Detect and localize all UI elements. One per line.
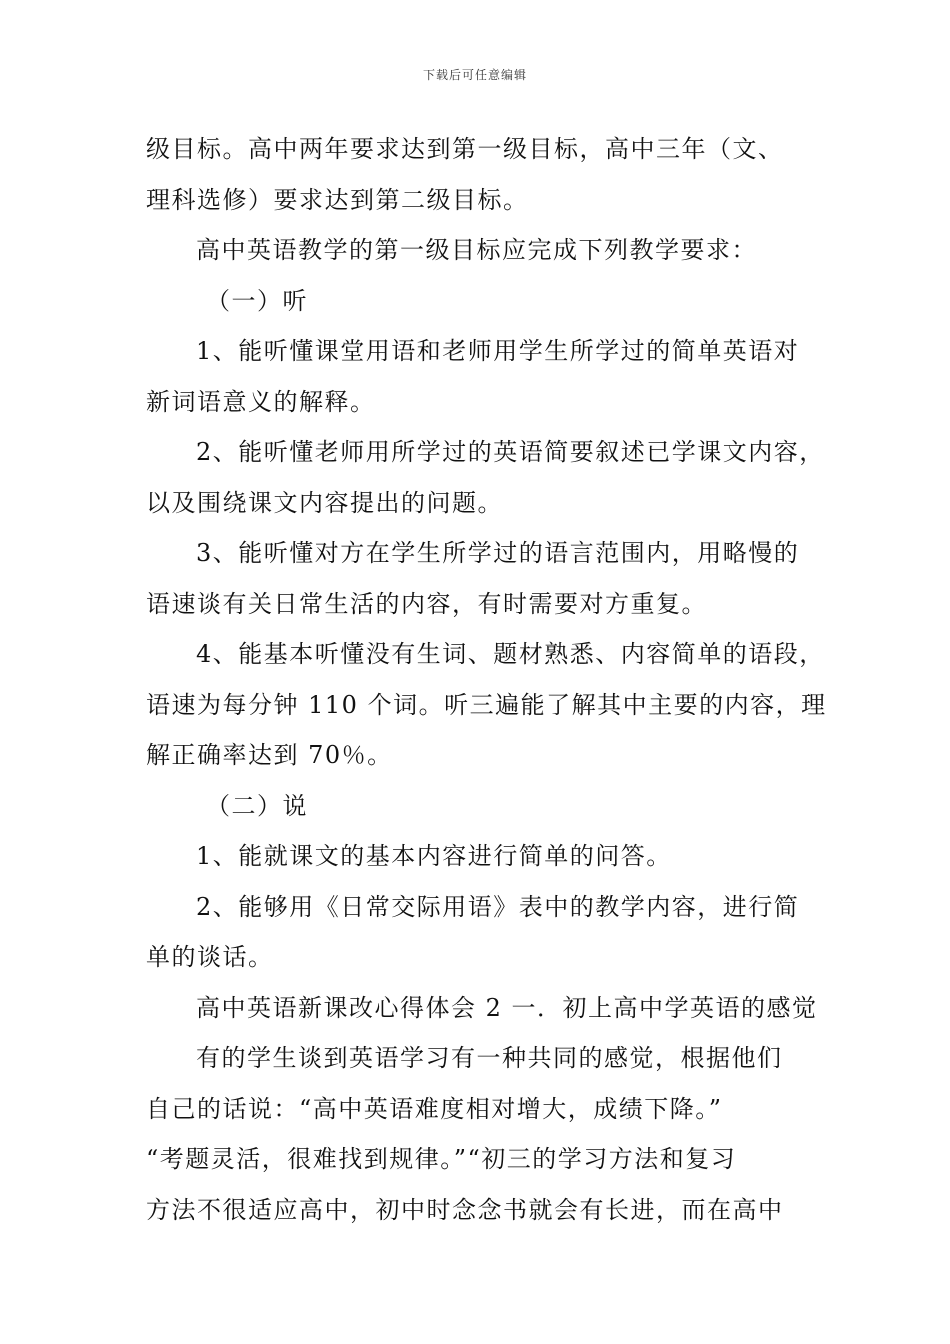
text-line: 1、能听懂课堂用语和老师用学生所学过的简单英语对 (196, 337, 800, 365)
text-line: 2、能够用《日常交际用语》表中的教学内容，进行简 (196, 892, 800, 921)
text-line: 语速为每分钟 110 个词。听三遍能了解其中主要的内容，理 (146, 690, 827, 719)
body-text (146, 124, 827, 1235)
text-line: 2、能听懂老师用所学过的英语简要叙述已学课文内容， (196, 438, 825, 466)
text-line: （一）听 (206, 286, 308, 315)
text-line: 自己的话说：“高中英语难度相对增大，成绩下降。” (146, 1094, 723, 1123)
text-line: 级目标。高中两年要求达到第一级目标，高中三年（文、 (146, 135, 784, 163)
text-line: （二）说 (206, 791, 308, 820)
text-line: 以及围绕课文内容提出的问题。 (146, 488, 503, 517)
header-note: 下载后可任意编辑 (422, 68, 527, 82)
text-line: 3、能听懂对方在学生所学过的语言范围内，用略慢的 (196, 539, 800, 567)
text-line: 单的谈话。 (146, 943, 274, 971)
text-line: 方法不很适应高中，初中时念念书就会有长进，而在高中 (146, 1195, 784, 1224)
text-line: 有的学生谈到英语学习有一种共同的感觉，根据他们 (196, 1044, 783, 1072)
text-line: 1、能就课文的基本内容进行简单的问答。 (196, 842, 672, 870)
text-line: “考题灵活，很难找到规律。”“初三的学习方法和复习 (146, 1145, 737, 1173)
text-line: 高中英语新课改心得体会 2 一．初上高中学英语的感觉 (196, 993, 818, 1022)
text-line: 理科选修）要求达到第二级目标。 (146, 185, 529, 214)
text-line: 高中英语教学的第一级目标应完成下列教学要求： (196, 236, 757, 264)
text-line: 语速谈有关日常生活的内容，有时需要对方重复。 (146, 589, 707, 618)
text-line: 新词语意义的解释。 (146, 387, 376, 416)
text-line: 解正确率达到 70％。 (146, 741, 393, 769)
text-line: 4、能基本听懂没有生词、题材熟悉、内容简单的语段， (196, 640, 825, 668)
